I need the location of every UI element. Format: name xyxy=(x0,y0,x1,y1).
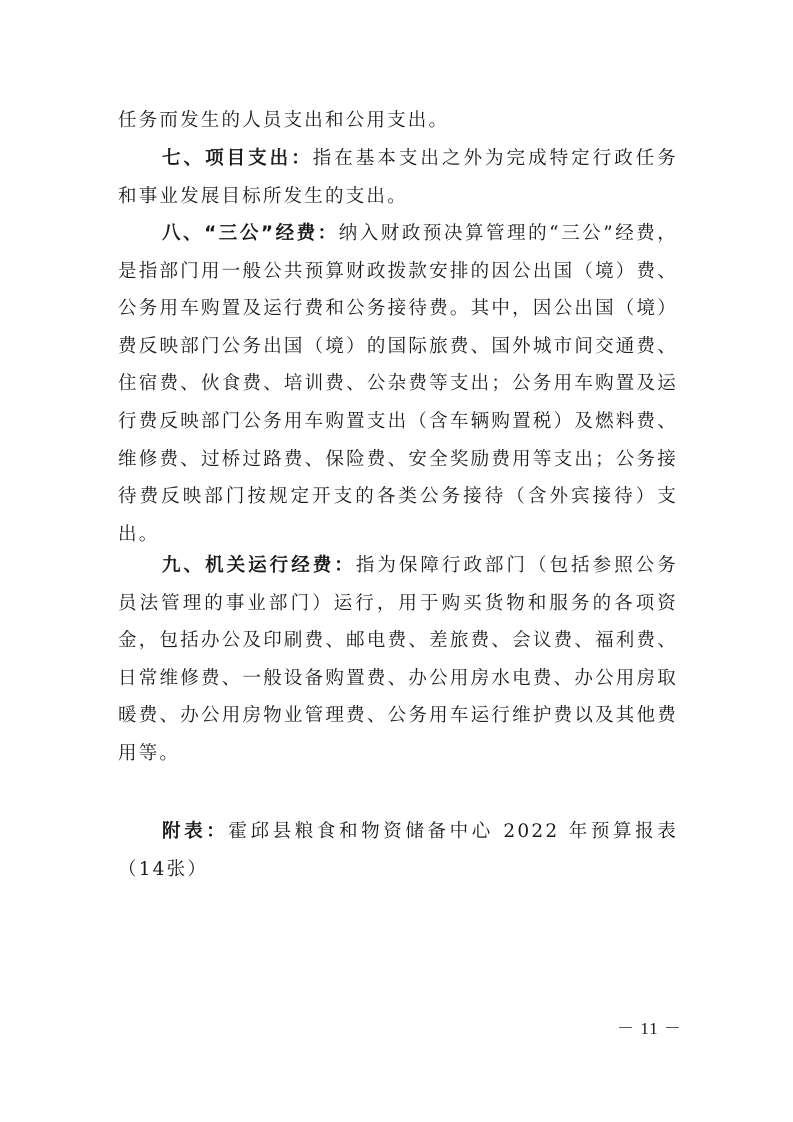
attachment-heading: 附表： xyxy=(162,821,229,842)
paragraph-heading: 七、项目支出： xyxy=(162,148,313,169)
attachment-text: 霍邱县粮食和物资储备中心 2022 年预算报表（14张） xyxy=(118,821,678,880)
paragraph-heading: 八、“三公”经费： xyxy=(162,223,339,244)
paragraph-text: 指为保障行政部门（包括参照公务员法管理的事业部门）运行，用于购买货物和服务的各项资金，包括办公及印刷费、邮电费、差旅费、会议费、福利费、日常维修费、一般设备购置费、办公用房水电费、办公用房取暖费、办公用房物业管理费、公务用车运行维护费以及其他费用等。 xyxy=(118,555,678,764)
paragraph-text: 任务而发生的人员支出和公用支出。 xyxy=(118,110,450,131)
paragraph-text: 纳入财政预决算管理的“三公”经费，是指部门用一般公共预算财政拨款安排的因公出国（境）费、公务用车购置及运行费和公务接待费。其中，因公出国（境）费反映部门公务出国（境）的国际旅费、国外城市间交通费、住宿费、伙食费、培训费、公杂费等支出；公务用车购置及运行费反映部门公务用车购置支出（含车辆购置税）及燃料费、维修费、过桥过路费、保险费、安全奖励费用等支出；公务接待费反映部门按规定开支的各类公务接待（含外宾接待）支出。 xyxy=(118,223,678,545)
paragraph-continuation xyxy=(118,102,678,140)
attachment-note xyxy=(118,813,678,888)
paragraph-text: 指在基本支出之外为完成特定行政任务和事业发展目标所发生的支出。 xyxy=(118,148,678,207)
paragraph-three-public-expenses xyxy=(118,215,678,553)
paragraph-operating-expenses xyxy=(118,547,678,773)
page-number: － 11 － xyxy=(617,1019,682,1038)
paragraph-heading: 九、机关运行经费： xyxy=(162,555,356,576)
paragraph-project-expenditure xyxy=(118,140,678,215)
